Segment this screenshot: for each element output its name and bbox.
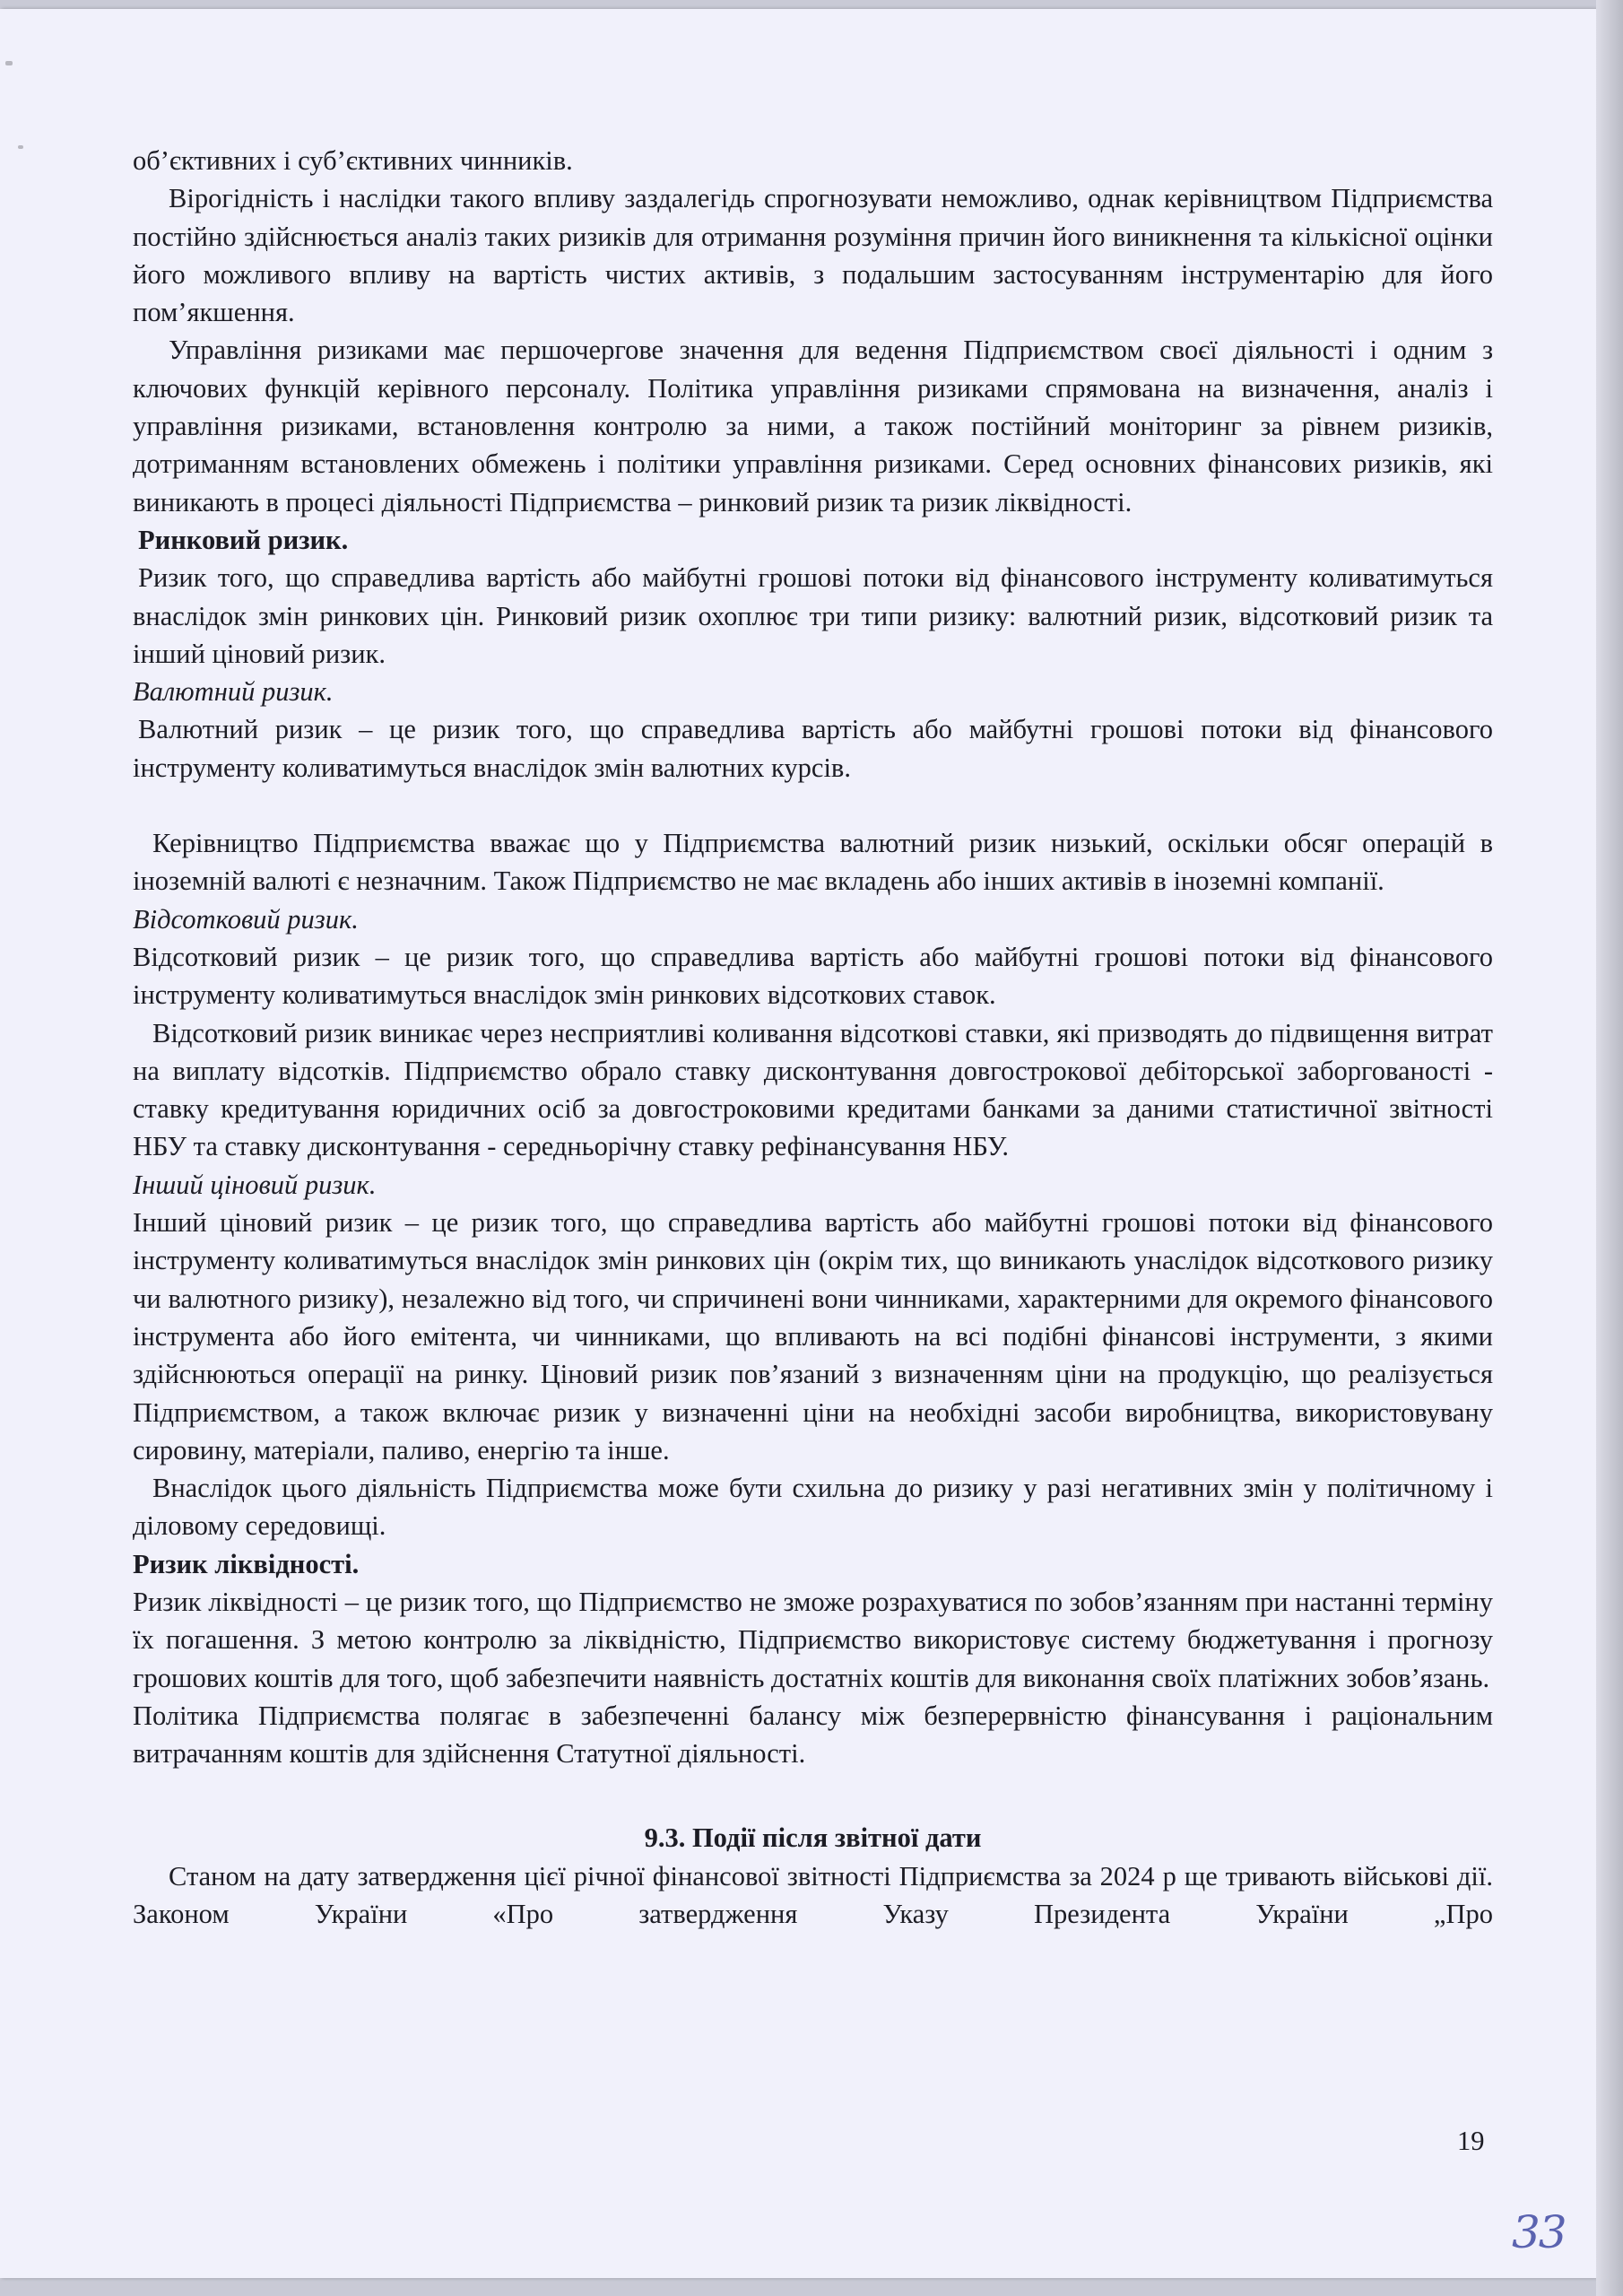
scan-edge-shadow	[1596, 0, 1623, 2296]
document-body	[133, 142, 1493, 1933]
paragraph: Відсотковий ризик виникає через несприятливі коливання відсоткові ставки, які призводять до підвищення витрат на виплату відсотків. Підприємство обрало ставку дисконтування довгострокової дебіторської заборгованості - ставку кредитування юридичних осіб за довгостроковими кредитами банками за даними статистичної звітності НБУ та ставку дисконтування - середньорічну ставку рефінансування НБУ.	[133, 1017, 1493, 1162]
section-heading-market-risk: Ринковий ризик.	[138, 524, 349, 555]
paragraph: Вірогідність і наслідки такого впливу заздалегідь спрогнозувати неможливо, однак керівництвом Підприємства постійно здійснюється аналіз таких ризиків для отримання розуміння причин його виникнення та кількісної оцінки його можливого впливу на вартість чистих активів, з подальшим застосуванням інструментарію для його пом’якшення.	[133, 183, 1493, 328]
section-title-subsequent-events: 9.3. Події після звітної дати	[644, 1822, 982, 1854]
paragraph: Внаслідок цього діяльність Підприємства може бути схильна до ризику у разі негативних змін у політичному і діловому середовищі.	[133, 1473, 1493, 1542]
scan-artifact	[5, 61, 13, 65]
subheading-currency-risk: Валютний ризик.	[133, 676, 334, 708]
paragraph: об’єктивних і суб’єктивних чинників.	[133, 145, 573, 176]
page-number: 19	[1457, 2126, 1485, 2156]
handwritten-page-count: 33	[1512, 2206, 1566, 2258]
paragraph: Валютний ризик – це ризик того, що справедлива вартість або майбутні грошові потоки від фінансового інструменту коливатимуться внаслідок змін валютних курсів.	[133, 714, 1493, 783]
paragraph: Станом на дату затвердження цієї річної фінансової звітності Підприємства за 2024 р ще тривають військові дії. Законом України «Про затвердження Указу Президента України „Про	[133, 1860, 1493, 1930]
paragraph: Ризик ліквідності – це ризик того, що Підприємство не зможе розрахуватися по зобов’язанням при настанні терміну їх погашення. З метою контролю за ліквідністю, Підприємство використовує систему бюджетування і прогнозу грошових коштів для того, щоб забезпечити наявність достатніх коштів для виконання своїх платіжних зобов’язань.	[133, 1586, 1493, 1693]
blank-line	[133, 787, 1493, 824]
document-page	[0, 9, 1596, 2278]
subheading-other-price-risk: Інший ціновий ризик.	[133, 1169, 377, 1200]
scan-artifact	[18, 145, 23, 149]
section-heading-liquidity-risk: Ризик ліквідності.	[133, 1548, 360, 1579]
paragraph: Відсотковий ризик – це ризик того, що справедлива вартість або майбутні грошові потоки від фінансового інструменту коливатимуться внаслідок змін ринкових відсоткових ставок.	[133, 941, 1493, 1011]
blank-line	[133, 1772, 1493, 1799]
paragraph: Ризик того, що справедлива вартість або майбутні грошові потоки від фінансового інструменту коливатимуться внаслідок змін ринкових цін. Ринковий ризик охоплює три типи ризику: валютний ризик, відсотковий ризик та інший ціновий ризик.	[133, 562, 1493, 669]
paragraph: Управління ризиками має першочергове значення для ведення Підприємством своєї діяльності і одним з ключових функцій керівного персоналу. Політика управління ризиками спрямована на визначення, аналіз і управління ризиками, встановлення контролю за ними, а також постійний моніторинг за рівнем ризиків, дотриманням встановлених обмежень і політики управління ризиками. Серед основних фінансових ризиків, які виникають в процесі діяльності Підприємства – ринковий ризик та ризик ліквідності.	[133, 335, 1493, 517]
paragraph: Політика Підприємства полягає в забезпеченні балансу між безперервністю фінансування і раціональним витрачанням коштів для здійснення Статутної діяльності.	[133, 1700, 1493, 1770]
paragraph: Інший ціновий ризик – це ризик того, що справедлива вартість або майбутні грошові потоки від фінансового інструменту коливатимуться внаслідок змін ринкових цін (окрім тих, що виникають унаслідок відсоткового ризику чи валютного ризику), незалежно від того, чи спричинені вони чинниками, характерними для окремого фінансового інструмента або його емітента, чи чинниками, що впливають на всі подібні фінансові інструменти, з якими здійснюються операції на ринку. Ціновий ризик пов’язаний з визначенням ціни на продукцію, що реалізується Підприємством, а також включає ризик у визначенні ціни на необхідні засоби виробництва, використовувану сировину, матеріали, паливо, енергію та інше.	[133, 1207, 1493, 1465]
subheading-interest-rate-risk: Відсотковий ризик.	[133, 903, 359, 935]
paragraph: Керівництво Підприємства вважає що у Підприємства валютний ризик низький, оскільки обсяг операцій в іноземній валюті є незначним. Також Підприємство не має вкладень або інших активів в іноземні компанії.	[133, 828, 1493, 897]
